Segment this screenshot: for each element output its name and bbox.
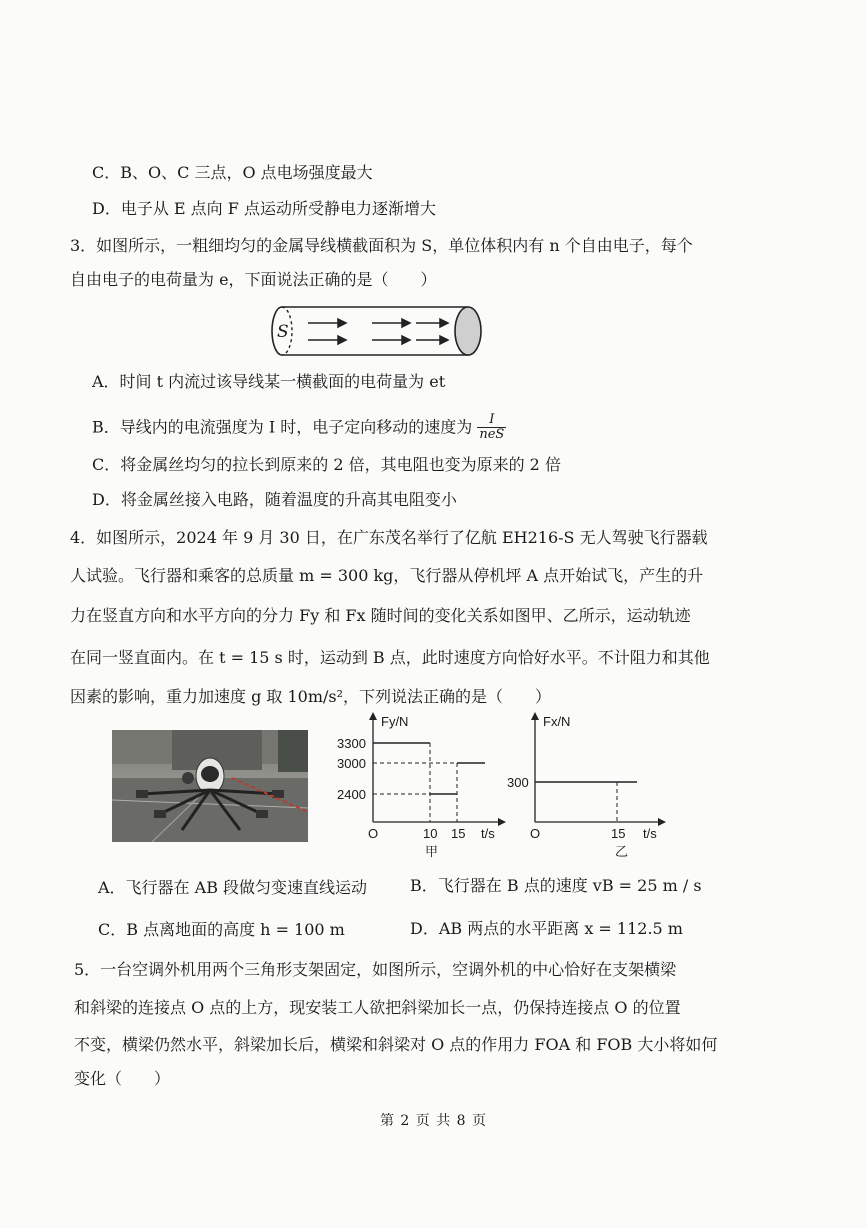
fx-caption: 乙 bbox=[615, 844, 629, 859]
q4-option-a: A．飞行器在 AB 段做匀变速直线运动 bbox=[98, 878, 368, 897]
aircraft-photo bbox=[112, 730, 308, 842]
fx-axis-label: Fx/N bbox=[543, 714, 571, 729]
fy-tick-3300: 3300 bbox=[337, 736, 366, 751]
q3-option-a: A．时间 t 内流过该导线某一横截面的电荷量为 et bbox=[92, 372, 446, 391]
page-footer: 第 2 页 共 8 页 bbox=[379, 1113, 488, 1129]
q2-option-d: D．电子从 E 点向 F 点运动所受静电力逐渐增大 bbox=[92, 199, 436, 218]
q4-option-d: D．AB 两点的水平距离 x = 112.5 m bbox=[410, 919, 683, 938]
q5-stem-line1: 5．一台空调外机用两个三角形支架固定，如图所示，空调外机的中心恰好在支架横梁 bbox=[74, 960, 677, 979]
q4-stem-line5: 因素的影响，重力加速度 g 取 10m/s²，下列说法正确的是（ ） bbox=[70, 687, 552, 706]
q4-option-b: B．飞行器在 B 点的速度 vB = 25 m / s bbox=[410, 876, 702, 895]
q3-stem-line2: 自由电子的电荷量为 e，下面说法正确的是（ ） bbox=[70, 270, 437, 289]
fx-origin: O bbox=[530, 826, 541, 841]
q4-option-c: C．B 点离地面的高度 h = 100 m bbox=[98, 920, 345, 939]
fy-origin: O bbox=[368, 826, 379, 841]
q3-option-b bbox=[92, 413, 506, 443]
q3-stem-line1: 3．如图所示，一粗细均匀的金属导线横截面积为 S，单位体积内有 n 个自由电子，每个 bbox=[70, 236, 693, 255]
q5-stem-line3: 不变，横梁仍然水平，斜梁加长后，横梁和斜梁对 O 点的作用力 FOA 和 FOB 大小将如何 bbox=[74, 1035, 718, 1054]
fraction-numerator: I bbox=[477, 413, 506, 428]
graph-fy bbox=[335, 710, 515, 860]
q4-stem-line1: 4．如图所示，2024 年 9 月 30 日，在广东茂名举行了亿航 EH216-S 无人驾驶飞行器载 bbox=[70, 528, 708, 547]
graph-fx bbox=[505, 710, 675, 860]
fy-tick-2400: 2400 bbox=[337, 787, 366, 802]
fraction-denominator: neS bbox=[479, 427, 505, 443]
fy-tick-10: 10 bbox=[423, 826, 438, 841]
q5-stem-line2: 和斜梁的连接点 O 点的上方，现安装工人欲把斜梁加长一点，仍保持连接点 O 的位置 bbox=[74, 998, 681, 1017]
fy-tick-3000: 3000 bbox=[337, 756, 366, 771]
fy-axis-label: Fy/N bbox=[381, 714, 409, 729]
wire-figure bbox=[268, 303, 488, 361]
q3-option-b-text: B．导线内的电流强度为 I 时，电子定向移动的速度为 bbox=[92, 417, 473, 437]
fx-x-axis-label: t/s bbox=[643, 826, 657, 841]
wire-area-label: S bbox=[277, 322, 289, 342]
fy-tick-15: 15 bbox=[451, 826, 466, 841]
fy-caption: 甲 bbox=[425, 844, 439, 859]
fx-tick-300: 300 bbox=[507, 775, 529, 790]
q4-stem-line4: 在同一竖直面内。在 t = 15 s 时，运动到 B 点，此时速度方向恰好水平。不计阻力和其他 bbox=[70, 648, 710, 667]
fx-tick-15: 15 bbox=[611, 826, 626, 841]
q4-stem-line3: 力在竖直方向和水平方向的分力 Fy 和 Fx 随时间的变化关系如图甲、乙所示，运动轨迹 bbox=[70, 606, 691, 625]
q5-stem-line4: 变化（ ） bbox=[74, 1069, 171, 1088]
q3-option-d: D．将金属丝接入电路，随着温度的升高其电阻变小 bbox=[92, 490, 457, 509]
q2-option-c: C．B、O、C 三点，O 点电场强度最大 bbox=[92, 163, 373, 182]
q3-option-c: C．将金属丝均匀的拉长到原来的 2 倍，其电阻也变为原来的 2 倍 bbox=[92, 455, 561, 474]
q4-stem-line2: 人试验。飞行器和乘客的总质量 m = 300 kg，飞行器从停机坪 A 点开始试飞，产生的升 bbox=[70, 566, 704, 585]
velocity-fraction bbox=[477, 413, 506, 443]
fy-x-axis-label: t/s bbox=[481, 826, 495, 841]
